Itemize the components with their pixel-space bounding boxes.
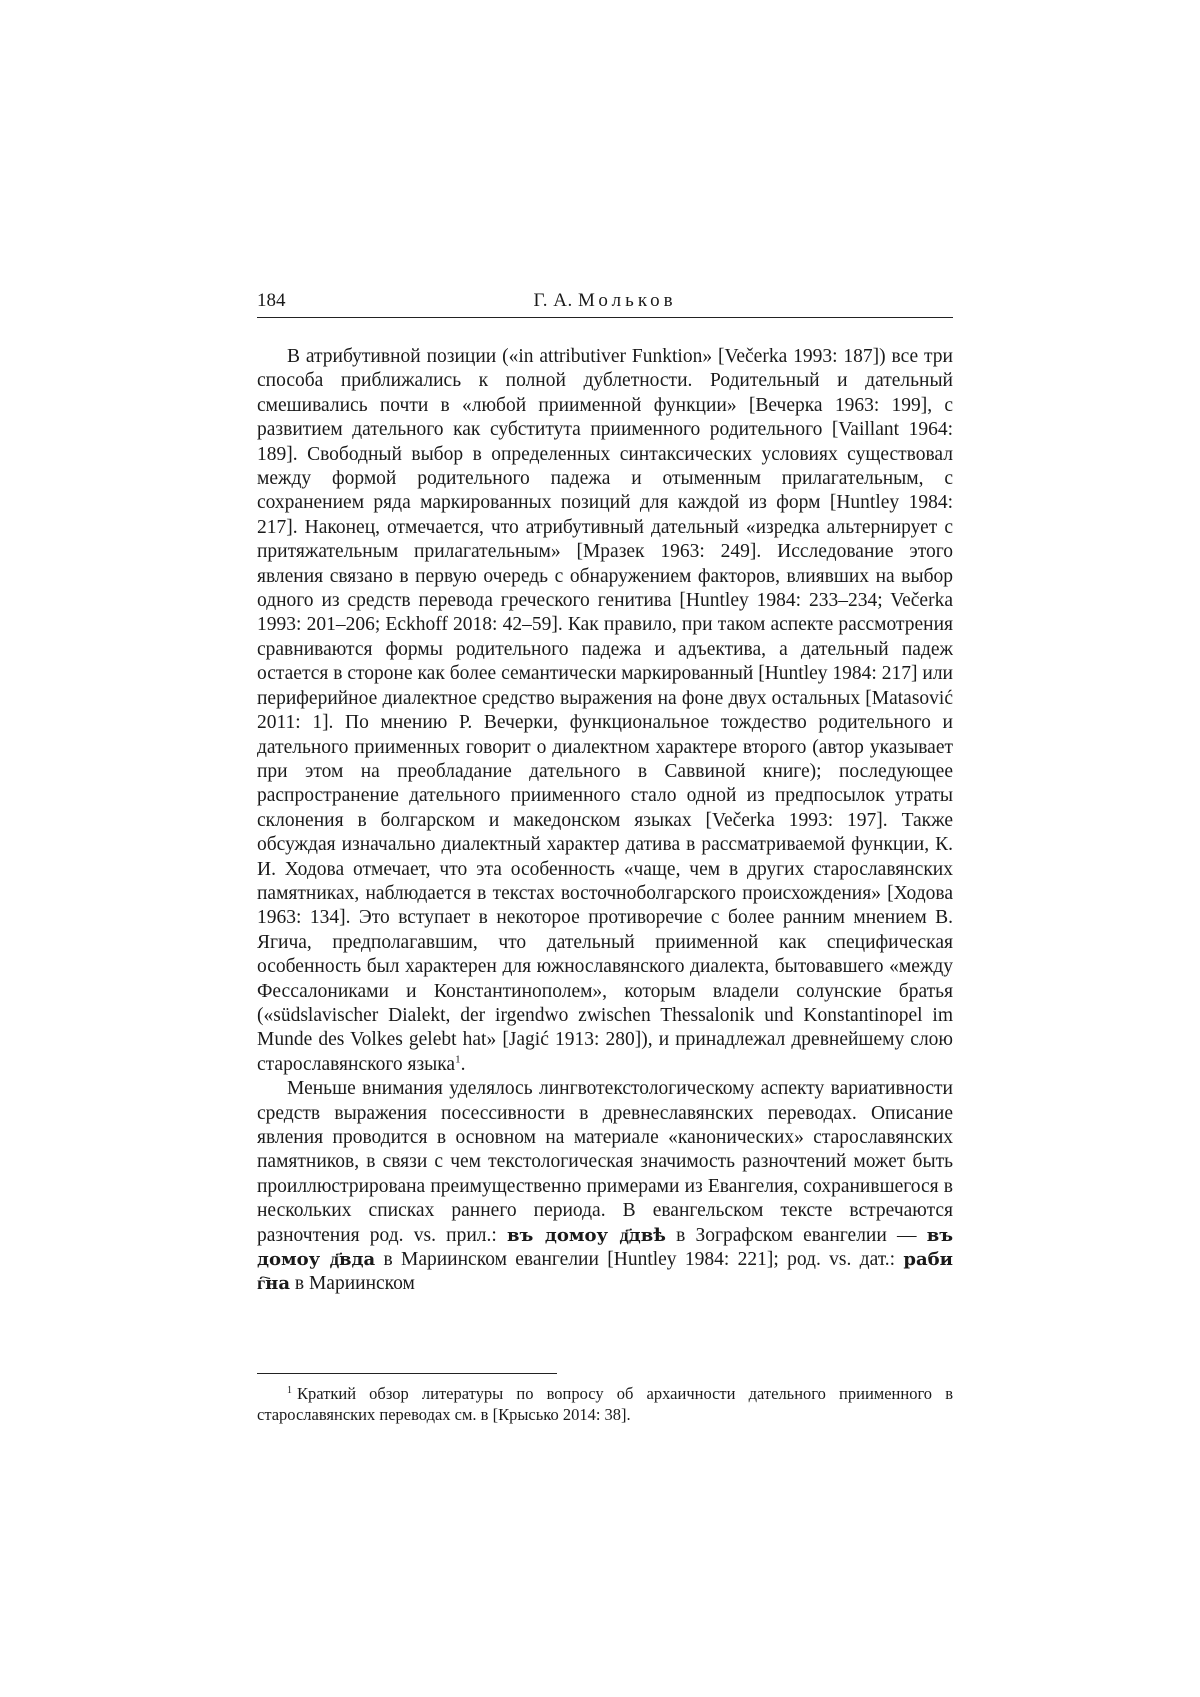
running-title xyxy=(257,289,953,313)
paragraph-1-end: . xyxy=(460,1053,466,1075)
church-slavonic-example-zograph: въ домоу д҃двѣ xyxy=(506,1224,666,1246)
paragraph-1-text: В атрибутивной позиции («in attributiver Funktion» [Večerka 1993: 187]) все три способа приближались к полной дублетности. Родительный и дательный смешивались почти в «любой приименной функции» [Вечерка 1963: 199], с развитием дательного как субститута приименного родительного [Vaillant 1964: 189]. Свободный выбор в определенных синтаксических условиях существовал между формой родительного падежа и отыменным прилагательным, с сохранением ряда маркированных позиций для каждой из форм [Huntley 1984: 217]. Наконец, отмечается, что атрибутивный дательный «изредка альтернирует с притяжательным прилагательным» [Мразек 1963: 249]. Исследование этого явления связано в первую очередь с обнаружением факторов, влиявших на выбор одного из средств перевода греческого генитива [Huntley 1984: 233–234; Večerka 1993: 201–206; Eckhoff 2018: 42–59]. Как правило, при таком аспекте рассмотрения сравниваются формы родительного падежа и адъектива, а дательный падеж остается в стороне как более семантически маркированный [Huntley 1984: 217] или периферийное диалектное средство выражения на фоне двух остальных [Matasović 2011: 1]. По мнению Р. Вечерки, функциональное тождество родительного и дательного приименных говорит о диалектном характере второго (автор указывает при этом на преобладание дательного в Саввиной книге); последующее распространение дательного приименного стало одной из предпосылок утраты склонения в болгарском и македонском языках [Večerka 1993: 197]. Также обсуждая изначально диалектный характер датива в рассматриваемой функции, К. И. Ходова отмечает, что эта особенность «чаще, чем в других старославянских памятниках, наблюдается в текстах восточноболгарского происхождения» [Ходова 1963: 134]. Это вступает в некоторое противоречие с более ранним мнением В. Ягича, предполагавшим, что дательный приименной как специфическая особенность был характерен для южнославянского диалекта, бытовавшего «между Фессалониками и Константинополем», которым владели солунские братья («südslavischer Dialekt, der irgendwo zwischen Thessalonik und Konstantinopel im Munde des Volkes gelebt hat» [Jagić 1913: 280]), и принадлежал древнейшему слою старославянского языка xyxy=(257,346,953,1075)
paragraph-2-text-d: в Мариинском xyxy=(294,1273,415,1295)
paragraph-2-text-c: в Мариинском евангелии [Huntley 1984: 221]; род. vs. дат.: xyxy=(383,1249,896,1271)
footnote xyxy=(257,1383,953,1425)
footnote-reference[interactable]: 1 xyxy=(455,1053,461,1066)
footnote-text: Краткий обзор литературы по вопросу об архаичности дательного приименного в старославянских переводах см. в [Крысько 2014: 38]. xyxy=(257,1384,953,1424)
header-rule xyxy=(257,317,953,318)
church-slavonic-example-dative: раби г҇на xyxy=(257,1249,954,1295)
footnote-number: 1 xyxy=(287,1384,292,1396)
paragraph-2-text-a: Меньше внимания уделялось лингвотекстологическому аспекту вариативности средств выражения посессивности в древнеславянских переводах. Описание явления проводится в основном на материале «канонических» старославянских памятников, в связи с чем текстологическая значимость разночтений может быть проиллюстрирована преимущественно примерами из Евангелия, сохранившегося в нескольких списках раннего периода. В евангельском тексте встречаются разночтения род. vs. прил.: xyxy=(257,1078,953,1246)
footnote-rule xyxy=(257,1373,557,1374)
author-surname: Мольков xyxy=(578,290,677,311)
paragraph-1 xyxy=(257,345,953,1077)
body-text xyxy=(257,345,953,1297)
page-number: 184 xyxy=(257,290,286,311)
church-slavonic-example-marian: въ домоу д҃вда xyxy=(257,1224,954,1271)
page xyxy=(257,0,953,1697)
paragraph-2 xyxy=(257,1077,953,1297)
paragraph-2-text-b: в Зографском евангелии — xyxy=(676,1224,917,1246)
running-head xyxy=(257,289,953,319)
author-initials: Г. А. xyxy=(533,290,573,311)
